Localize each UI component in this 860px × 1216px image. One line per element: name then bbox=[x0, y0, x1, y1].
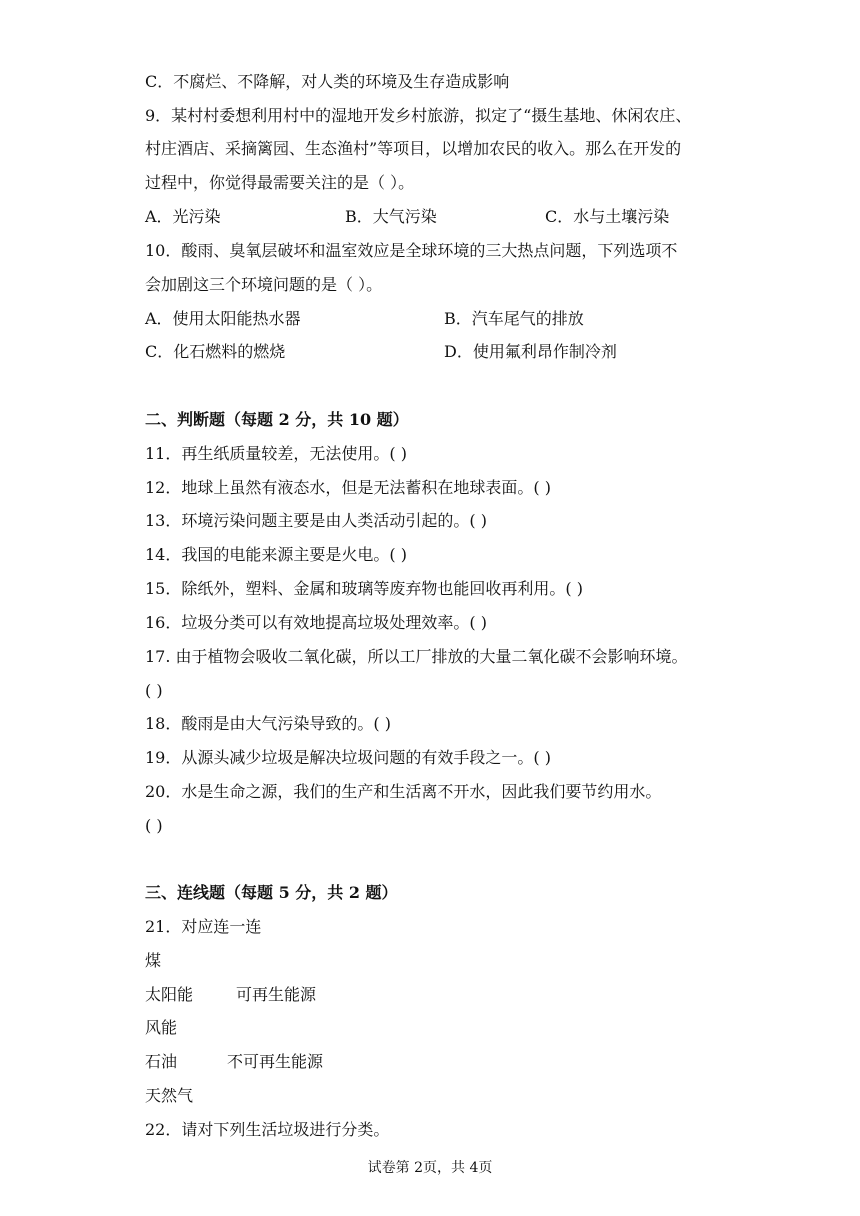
q9-line-1: 9．某村村委想利用村中的湿地开发乡村旅游，拟定了“摄生基地、休闲农庄、 bbox=[145, 106, 692, 125]
left-item-solar: 太阳能 bbox=[145, 985, 194, 1004]
q10-line-1: 10．酸雨、臭氧层破坏和温室效应是全球环境的三大热点问题，下列选项不 bbox=[145, 241, 678, 260]
q10-option-c: C．化石燃料的燃烧 bbox=[145, 342, 286, 361]
q19: 19．从源头减少垃圾是解决垃圾问题的有效手段之一。( ) bbox=[145, 748, 551, 767]
left-item-natural-gas: 天然气 bbox=[145, 1086, 194, 1105]
q18: 18．酸雨是由大气污染导致的。( ) bbox=[145, 714, 391, 733]
section-3-heading: 三、连线题（每题 5 分，共 2 题） bbox=[145, 883, 398, 902]
q21-title: 21．对应连一连 bbox=[145, 917, 262, 936]
q15: 15．除纸外，塑料、金属和玻璃等废弃物也能回收再利用。( ) bbox=[145, 579, 583, 598]
q9-option-c: C．水与土壤污染 bbox=[545, 207, 670, 226]
left-item-oil: 石油 bbox=[145, 1052, 178, 1071]
q17-line-2: ( ) bbox=[145, 681, 163, 700]
q9-option-a: A．光污染 bbox=[145, 207, 221, 226]
q22-title: 22．请对下列生活垃圾进行分类。 bbox=[145, 1120, 390, 1139]
q10-line-2: 会加剧这三个环境问题的是（ ）。 bbox=[145, 275, 383, 294]
q11: 11．再生纸质量较差，无法使用。( ) bbox=[145, 444, 407, 463]
section-2-heading: 二、判断题（每题 2 分，共 10 题） bbox=[145, 410, 409, 429]
q9-line-2: 村庄酒店、采摘篱园、生态渔村”等项目，以增加农民的收入。那么在开发的 bbox=[145, 139, 682, 158]
q16: 16．垃圾分类可以有效地提高垃圾处理效率。( ) bbox=[145, 613, 487, 632]
q9-option-b: B．大气污染 bbox=[345, 207, 437, 226]
q12: 12．地球上虽然有液态水，但是无法蓄积在地球表面。( ) bbox=[145, 478, 551, 497]
q17-line-1: 17. 由于植物会吸收二氧化碳，所以工厂排放的大量二氧化碳不会影响环境。 bbox=[145, 647, 688, 666]
q9-line-3: 过程中，你觉得最需要关注的是（ ）。 bbox=[145, 173, 415, 192]
right-item-renewable: 可再生能源 bbox=[236, 985, 317, 1004]
q8-option-c: C．不腐烂、不降解，对人类的环境及生存造成影响 bbox=[145, 72, 510, 91]
q13: 13．环境污染问题主要是由人类活动引起的。( ) bbox=[145, 511, 487, 530]
q10-option-a: A．使用太阳能热水器 bbox=[145, 309, 301, 328]
q10-option-d: D．使用氟利昂作制冷剂 bbox=[444, 342, 617, 361]
right-item-nonrenewable: 不可再生能源 bbox=[227, 1052, 324, 1071]
q20-line-1: 20．水是生命之源，我们的生产和生活离不开水，因此我们要节约用水。 bbox=[145, 782, 662, 801]
q20-line-2: ( ) bbox=[145, 816, 163, 835]
page-footer: 试卷第 2页，共 4页 bbox=[367, 1160, 493, 1176]
q10-option-b: B．汽车尾气的排放 bbox=[444, 309, 584, 328]
q14: 14．我国的电能来源主要是火电。( ) bbox=[145, 545, 407, 564]
left-item-wind: 风能 bbox=[145, 1018, 178, 1037]
left-item-coal: 煤 bbox=[145, 951, 162, 970]
